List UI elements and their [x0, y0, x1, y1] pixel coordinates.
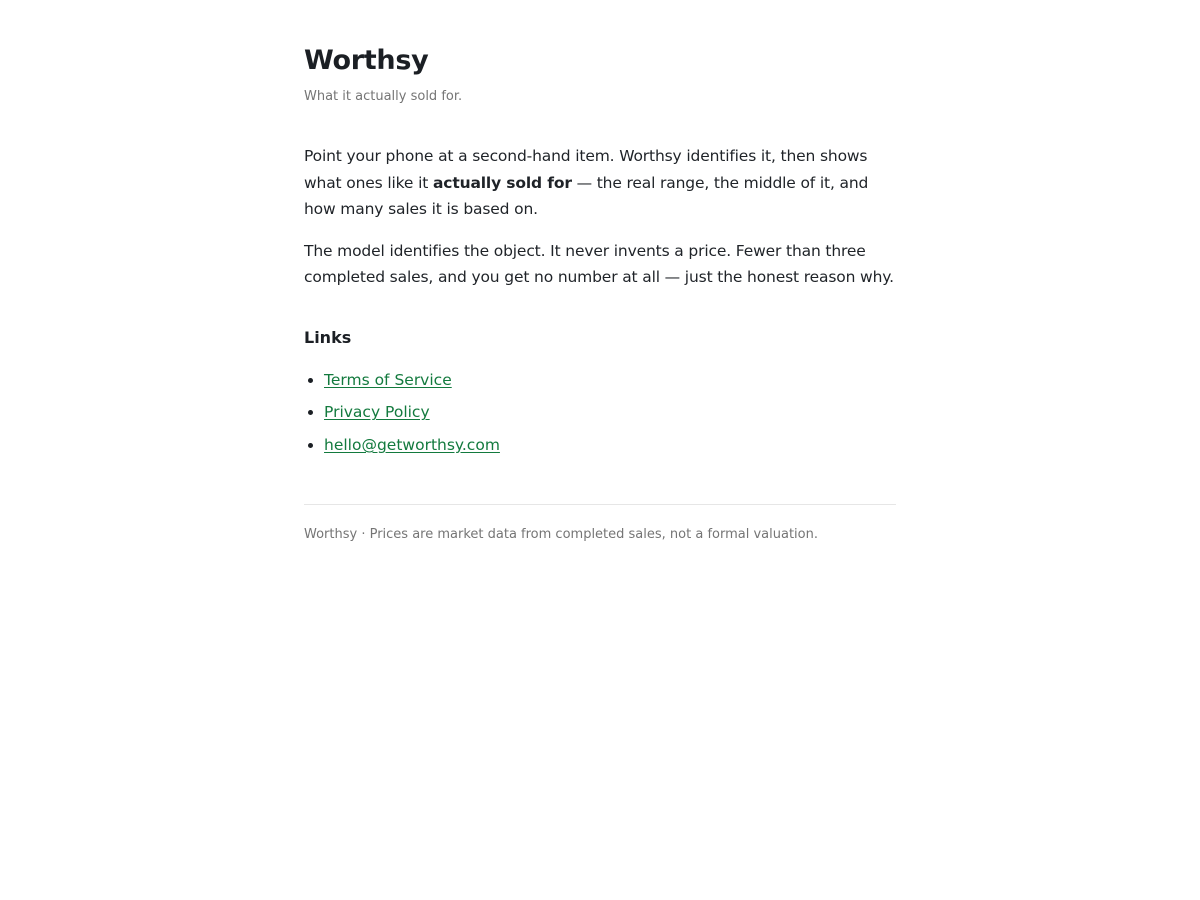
page-header	[304, 43, 896, 106]
intro-emphasis: actually sold for	[432, 173, 572, 192]
page-title: Worthsy	[304, 45, 429, 76]
list-item	[324, 369, 896, 391]
links-heading: Links	[304, 327, 352, 347]
page-content	[304, 0, 896, 544]
footer-divider	[304, 504, 896, 505]
intro-paragraph-1	[304, 143, 896, 223]
intro-section	[304, 143, 896, 291]
page-footer	[304, 526, 896, 544]
intro-paragraph-2: The model identifies the object. It never invents a price. Fewer than three completed sales, and you get no number at all — just the honest reason why.	[304, 241, 894, 287]
list-item	[324, 401, 896, 423]
contact-email-link[interactable]: hello@getworthsy.com	[324, 435, 500, 454]
list-item	[324, 434, 896, 456]
intro-text-start: Point your phone at a second-hand item. Worthsy identifies it, then shows what ones like it	[304, 147, 868, 192]
tagline: What it actually sold for.	[304, 89, 463, 104]
links-list	[304, 369, 896, 456]
privacy-policy-link[interactable]: Privacy Policy	[324, 403, 430, 422]
footer-note: Worthsy · Prices are market data from completed sales, not a formal valuation.	[304, 526, 818, 542]
intro-text-end: — the real range, the middle of it, and how many sales it is based on.	[304, 173, 869, 219]
links-section	[304, 327, 896, 456]
terms-of-service-link[interactable]: Terms of Service	[324, 370, 452, 389]
